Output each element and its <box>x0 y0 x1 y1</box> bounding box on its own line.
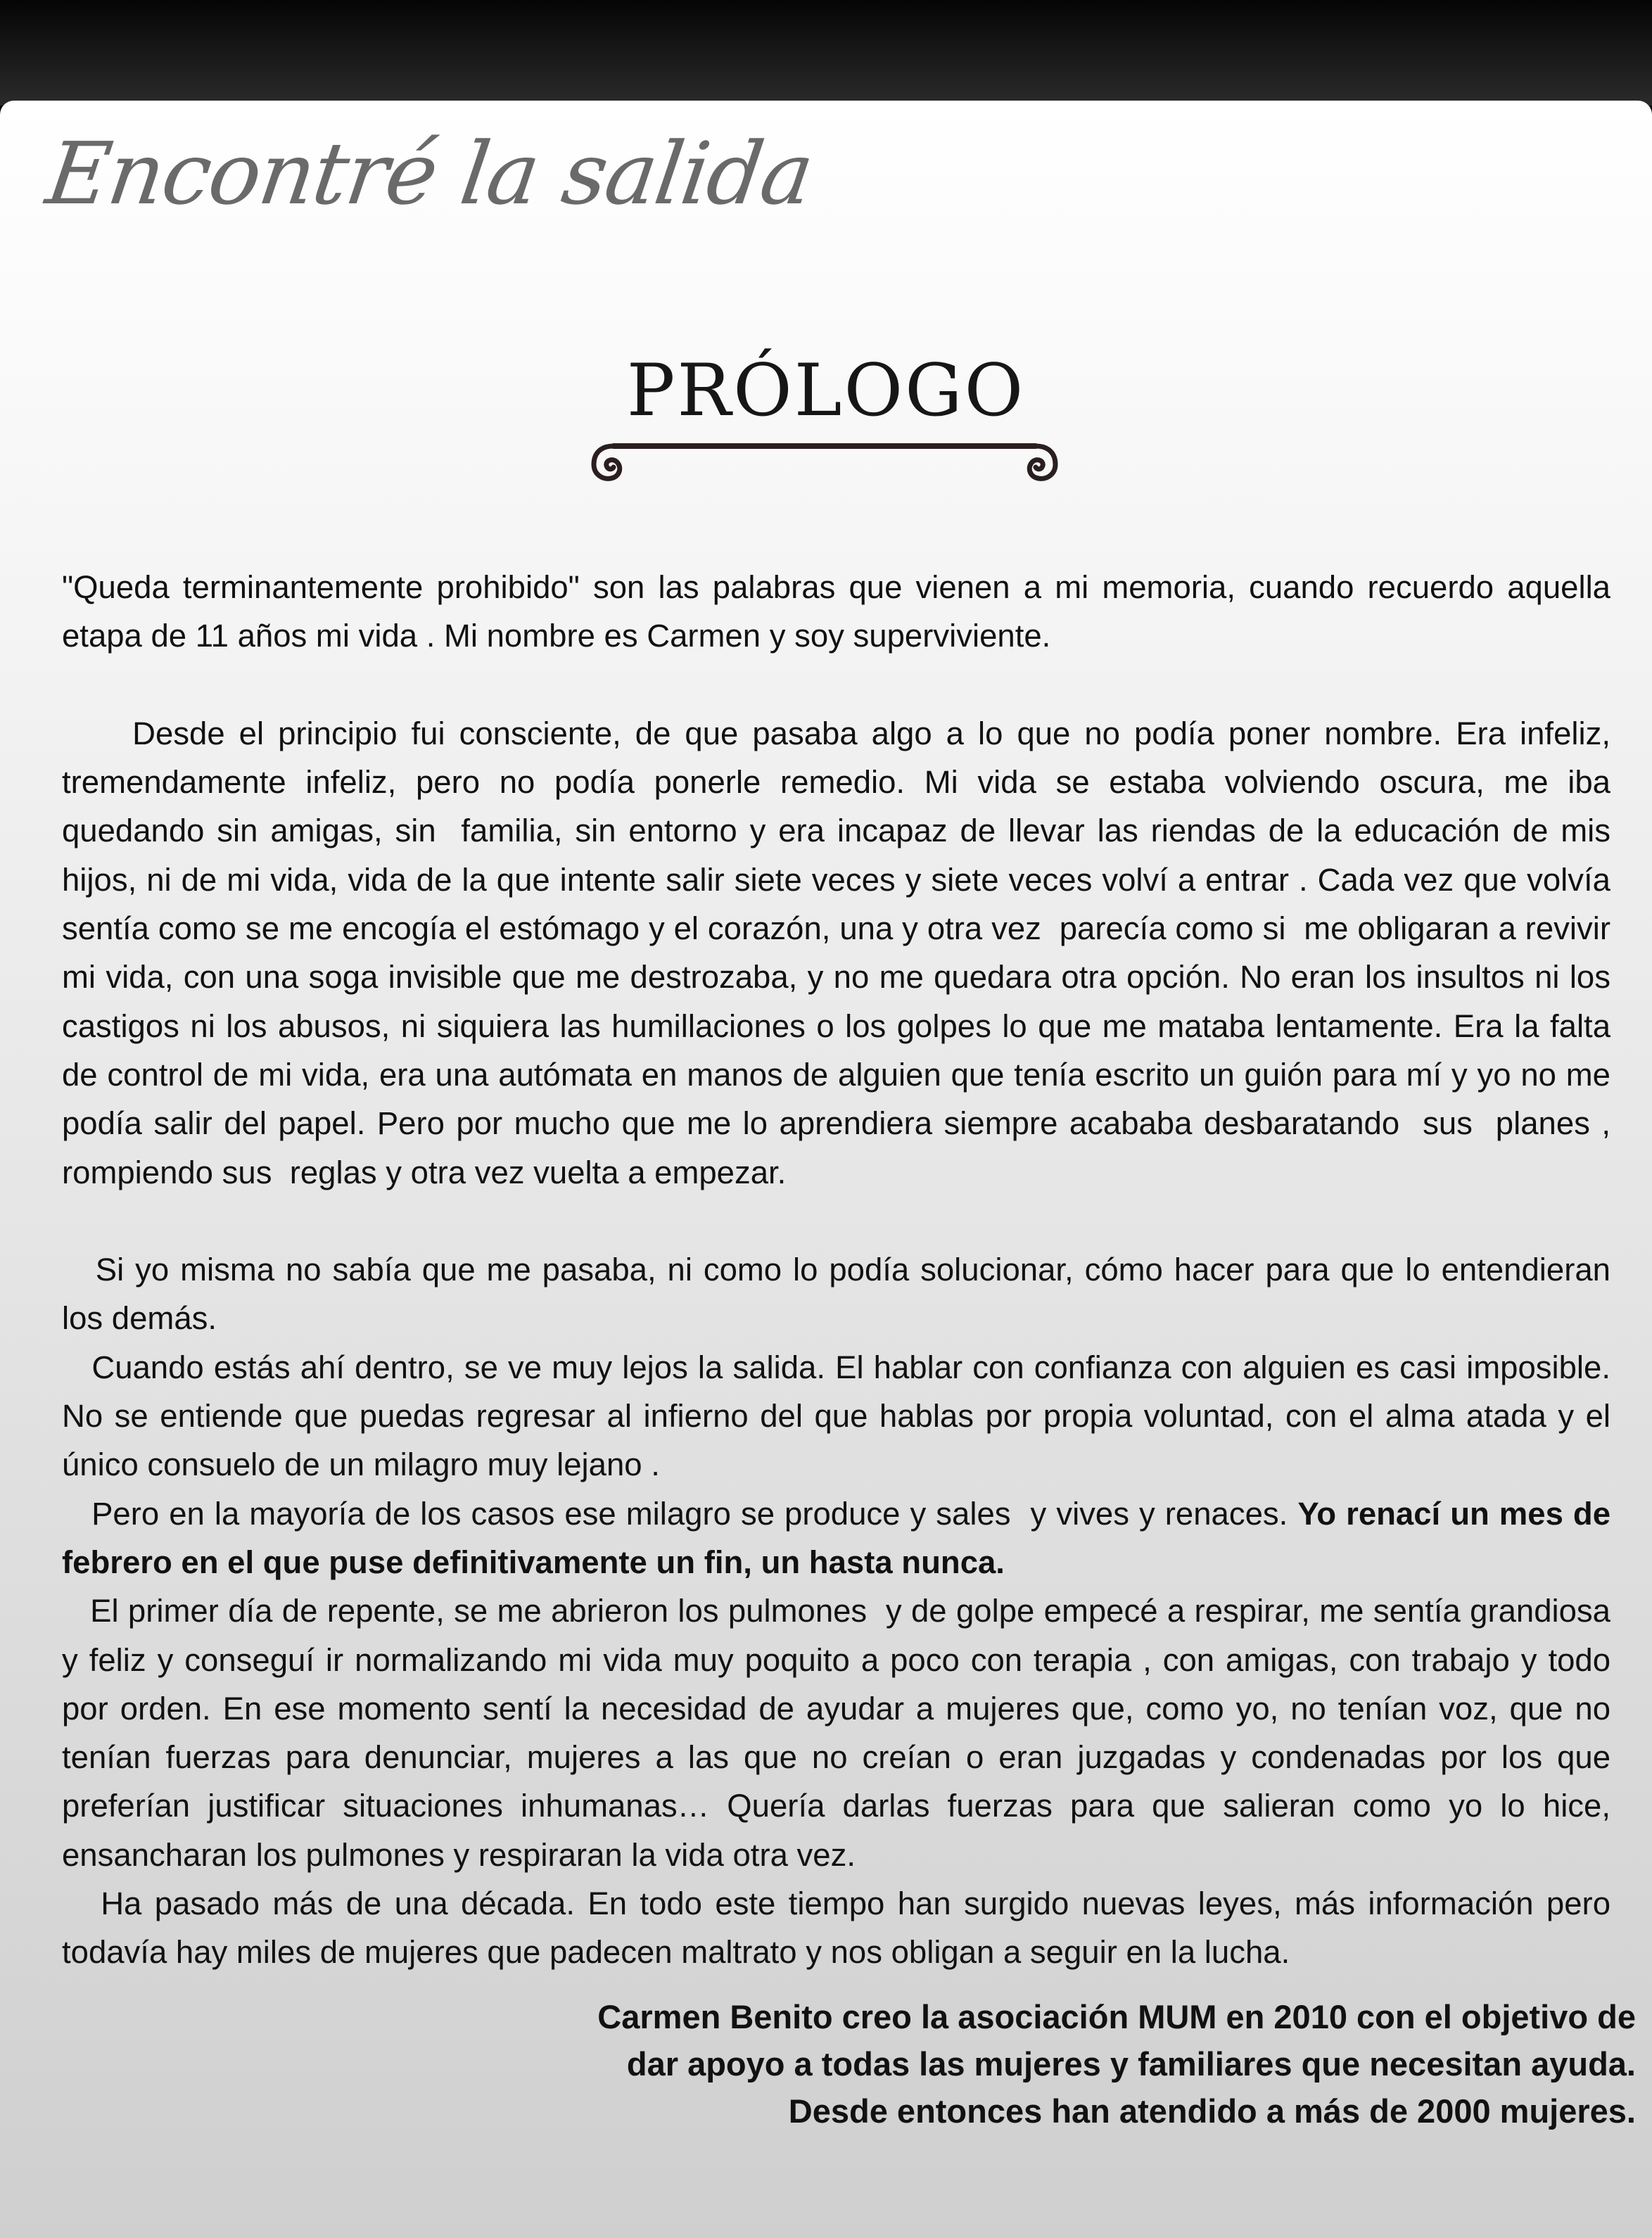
credit-line: Carmen Benito creo la asociación MUM en 2010 con el objetivo de <box>597 1998 1636 2035</box>
paragraph-text: Si yo misma no sabía que me pasaba, ni como lo podía solucionar, cómo hacer para que lo entendieran los demás. <box>62 1252 1620 1337</box>
paragraph-text: Ha pasado más de una década. En todo este tiempo han surgido nuevas leyes, más información pero todavía hay miles de mujeres que padecen maltrato y nos obligan a seguir en la lucha. <box>62 1886 1620 1971</box>
credit-line: dar apoyo a todas las mujeres y familiares que necesitan ayuda. <box>626 2045 1636 2083</box>
paragraph-text: "Queda terminantemente prohibido" son las palabras que vienen a mi memoria, cuando recuerdo aquella etapa de 11 años mi vida . Mi nombre es Carmen y soy superviviente. <box>62 569 1610 654</box>
scroll-ornament-icon <box>590 442 1060 481</box>
top-dark-band <box>0 0 1652 106</box>
paragraph-text: El primer día de repente, se me abrieron los pulmones y de golpe empecé a respirar, me sentía grandiosa y feliz y conseguí ir normalizando mi vida muy poquito a poco con terapia , con amigas, con trabajo y todo por orden. En ese momento sentí la necesidad de ayudar a mujeres que, como yo, no tenían voz, que no tenían fuerzas para denunciar, mujeres a las que no creían o eran juzgadas y condenadas por los que preferían justificar situaciones inhumanas… Quería darlas fuerzas para que salieran como yo lo hice, ensancharan los pulmones y respiraran la vida otra vez. <box>62 1593 1620 1873</box>
author-credit <box>352 1993 1636 2135</box>
paragraph-emphasis: Yo renací un mes de febrero en el que puse definitivamente un fin, un hasta nunca. <box>62 1495 1620 1580</box>
paragraph-4 <box>62 1343 1620 1489</box>
paragraph-text: Pero en la mayoría de los casos ese milagro se produce y sales y vives y renaces. <box>62 1495 1298 1532</box>
credit-line: Desde entonces han atendido a más de 2000 mujeres. <box>788 2092 1636 2130</box>
paragraph-5 <box>62 1489 1620 1587</box>
section-title: PRÓLOGO <box>626 349 1026 433</box>
paragraph-7 <box>62 1879 1620 1977</box>
paragraph-text: Cuando estás ahí dentro, se ve muy lejos la salida. El hablar con confianza con alguien es casi imposible. No se entiende que puedas regresar al infierno del que hablas por propia voluntad, con el alma atada y el único consuelo de un milagro muy lejano . <box>62 1349 1620 1483</box>
paragraph-2 <box>62 661 1620 1246</box>
brand-title: Encontré la salida <box>41 124 819 224</box>
prologue-body <box>62 563 1620 1977</box>
paragraph-3 <box>62 1245 1620 1343</box>
paragraph-1 <box>62 563 1610 661</box>
paragraph-text: Desde el principio fui consciente, de que pasaba algo a lo que no podía poner nombre. Era infeliz, tremendamente infeliz, pero no podía ponerle remedio. Mi vida se estaba volviendo oscura, me iba quedando sin amigas, sin familia, sin entorno y era incapaz de llevar las riendas de la educación de mis hijos, ni de mi vida, vida de la que intente salir siete veces y siete veces volví a entrar . Cada vez que volvía sentía como se me encogía el estómago y el corazón, una y otra vez parecía como si me obligaran a revivir mi vida, con una soga invisible que me destrozaba, y no me quedara otra opción. No eran los insultos ni los castigos ni los abusos, ni siquiera las humillaciones o los golpes lo que me mataba lentamente. Era la falta de control de mi vida, era una autómata en manos de alguien que tenía escrito un guión para mí y yo no me podía salir del papel. Pero por mucho que me lo aprendiera siempre acababa desbaratando sus planes , rompiendo sus reglas y otra vez vuelta a empezar. <box>62 715 1620 1190</box>
paragraph-6 <box>62 1587 1620 1879</box>
